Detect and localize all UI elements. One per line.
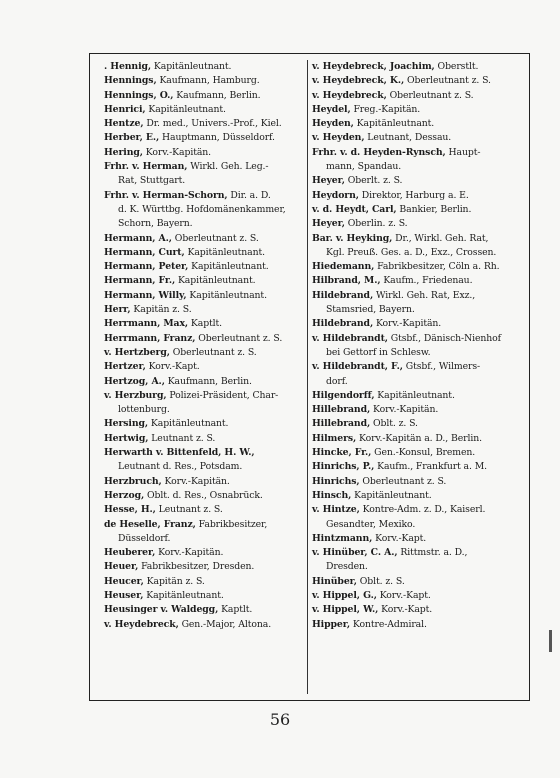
directory-entry bbox=[104, 274, 304, 288]
entry-detail: Gen.-Konsul, Bremen. bbox=[371, 447, 476, 459]
entry-name: Hinrichs, bbox=[312, 475, 360, 487]
entry-name: Hiedemann, bbox=[312, 261, 375, 273]
directory-entry bbox=[104, 560, 304, 574]
entry-name: Heucer, bbox=[104, 575, 144, 587]
entry-detail: Gtsbf., Dänisch-Nienhof bbox=[387, 332, 502, 344]
directory-entry bbox=[312, 603, 526, 617]
entry-name: v. Heydebreck, bbox=[312, 89, 387, 101]
entry-detail: Kapitänleutnant. bbox=[184, 246, 265, 258]
entry-name: Heyer, bbox=[312, 218, 345, 230]
directory-entry bbox=[312, 589, 526, 603]
entry-detail: bei Gettorf in Schlesw. bbox=[326, 346, 431, 358]
entry-detail: Oberstlt. bbox=[434, 61, 479, 72]
entry-detail: Kontre-Adm. z. D., Kaiserl. bbox=[359, 504, 486, 516]
entry-name: Hennings, O., bbox=[104, 89, 174, 101]
entry-name: Frhr. v. d. Heyden-Rynsch, bbox=[312, 146, 446, 158]
entry-name: Herzog, bbox=[104, 489, 145, 501]
entry-detail: Oberleutnant z. S. bbox=[171, 232, 259, 244]
directory-entry bbox=[104, 317, 304, 331]
entry-name: Herrmann, Max, bbox=[104, 318, 189, 330]
entry-name: Frhr. v. Herman-Schorn, bbox=[104, 189, 228, 201]
entry-name: Heuser, bbox=[104, 589, 144, 601]
directory-entry bbox=[312, 274, 526, 288]
entry-detail: Kapitän z. S. bbox=[143, 575, 205, 587]
directory-entry bbox=[104, 289, 304, 303]
entry-detail: Polizei-Präsident, Char- bbox=[166, 389, 279, 401]
entry-detail: Rat, Stuttgart. bbox=[118, 175, 186, 187]
entry-continuation bbox=[104, 217, 304, 231]
entry-name: Hertzog, A., bbox=[104, 375, 165, 387]
entry-detail: Kapitänleutnant. bbox=[351, 489, 432, 501]
entry-detail: Oberleutnant z. S. bbox=[359, 475, 447, 487]
directory-entry bbox=[312, 189, 526, 203]
entry-detail: Düsseldorf. bbox=[118, 532, 171, 544]
directory-entry bbox=[312, 103, 526, 117]
entry-continuation bbox=[312, 518, 526, 532]
entry-continuation bbox=[312, 560, 526, 574]
entry-name: Hertzer, bbox=[104, 361, 146, 373]
entry-detail: Gtsbf., Wilmers- bbox=[402, 361, 481, 373]
entry-name: v. Heydebreck, bbox=[104, 618, 179, 630]
entry-detail: Oberleutnant z. S. bbox=[404, 75, 491, 87]
directory-entry bbox=[312, 203, 526, 217]
entry-detail: Leutnant d. Res., Potsdam. bbox=[118, 461, 243, 473]
entry-continuation bbox=[104, 532, 304, 546]
entry-detail: Oberlt. z. S. bbox=[344, 175, 403, 187]
directory-entry bbox=[312, 174, 526, 188]
directory-entry bbox=[104, 546, 304, 560]
directory-entry bbox=[104, 432, 304, 446]
entry-detail: Kaufm., Frankfurt a. M. bbox=[374, 461, 487, 473]
entry-detail: Korv.-Kapitän a. D., Berlin. bbox=[356, 432, 482, 444]
entry-name: Heusinger v. Waldegg, bbox=[104, 604, 219, 616]
directory-entry bbox=[104, 503, 304, 517]
directory-entry bbox=[104, 89, 304, 103]
entry-detail: Kapitän z. S. bbox=[130, 304, 192, 316]
entry-name: Hermann, Willy, bbox=[104, 289, 187, 301]
directory-entry bbox=[104, 60, 304, 74]
directory-entry bbox=[312, 475, 526, 489]
entry-detail: Hauptmann, Düsseldorf. bbox=[159, 132, 275, 144]
entry-detail: Oberleutnant z. S. bbox=[195, 332, 283, 344]
directory-entry bbox=[104, 346, 304, 360]
entry-detail: Leutnant, Dessau. bbox=[364, 132, 452, 144]
directory-entry bbox=[312, 89, 526, 103]
entry-name: Hinrichs, P., bbox=[312, 461, 375, 473]
directory-entry bbox=[104, 74, 304, 88]
entry-name: Herber, E., bbox=[104, 132, 160, 144]
entry-detail: Bankier, Berlin. bbox=[396, 203, 472, 215]
directory-entry bbox=[104, 603, 304, 617]
entry-detail: d. K. Württbg. Hofdomänenkammer, bbox=[118, 203, 286, 215]
entry-name: Hilbrand, M., bbox=[312, 275, 381, 287]
entry-name: Heyden, bbox=[312, 118, 354, 130]
directory-entry bbox=[104, 389, 304, 403]
entry-detail: Kaufmann, Berlin. bbox=[164, 375, 252, 387]
entry-continuation bbox=[312, 160, 526, 174]
entry-name: Heyer, bbox=[312, 175, 345, 187]
entry-detail: Oberlin. z. S. bbox=[344, 218, 408, 230]
entry-continuation bbox=[104, 203, 304, 217]
directory-entry bbox=[104, 117, 304, 131]
directory-entry bbox=[312, 117, 526, 131]
entry-detail: Kapitänleutnant. bbox=[145, 103, 226, 115]
entry-name: Heuberer, bbox=[104, 547, 156, 559]
entry-continuation bbox=[312, 346, 526, 360]
directory-entry bbox=[312, 289, 526, 303]
entry-detail: Kaptlt. bbox=[218, 604, 253, 616]
entry-continuation bbox=[312, 375, 526, 389]
entry-name: Hermann, Fr., bbox=[104, 275, 176, 287]
directory-entry bbox=[104, 332, 304, 346]
entry-detail: Korv.-Kapt. bbox=[376, 589, 431, 601]
entry-detail: Kgl. Preuß. Ges. a. D., Exz., Crossen. bbox=[326, 246, 497, 258]
entry-name: Herr, bbox=[104, 304, 131, 316]
entry-name: v. Hippel, W., bbox=[312, 604, 379, 616]
directory-entry bbox=[312, 217, 526, 231]
entry-detail: Stamsried, Bayern. bbox=[326, 304, 415, 316]
directory-entry bbox=[104, 489, 304, 503]
directory-entry bbox=[104, 360, 304, 374]
entry-detail: Dresden. bbox=[326, 561, 368, 573]
entry-name: Frhr. v. Herman, bbox=[104, 161, 188, 173]
directory-entry bbox=[312, 460, 526, 474]
entry-detail: Gesandter, Mexiko. bbox=[326, 518, 416, 530]
entry-name: v. Hildebrandt, bbox=[312, 332, 388, 344]
entry-name: Hilgendorff, bbox=[312, 389, 375, 401]
entry-detail: Direktor, Harburg a. E. bbox=[358, 189, 469, 201]
column-divider bbox=[307, 60, 308, 694]
entry-name: v. Hintze, bbox=[312, 504, 360, 516]
directory-entry bbox=[312, 60, 526, 74]
directory-entry bbox=[104, 260, 304, 274]
entry-name: Herzbruch, bbox=[104, 475, 162, 487]
entry-detail: Freg.-Kapitän. bbox=[350, 103, 421, 115]
entry-detail: Korv.-Kapitän. bbox=[142, 146, 212, 158]
entry-name: Hillebrand, bbox=[312, 418, 371, 430]
entry-detail: Fabrikbesitzer, bbox=[195, 518, 268, 530]
entry-detail: Kapitänleutnant. bbox=[148, 418, 229, 430]
directory-entry bbox=[312, 146, 526, 160]
left-column bbox=[104, 60, 304, 632]
page-frame bbox=[89, 53, 530, 701]
entry-detail: Kaufmann, Berlin. bbox=[173, 89, 261, 101]
directory-entry bbox=[104, 446, 304, 460]
entry-name: v. Hinüber, C. A., bbox=[312, 547, 398, 559]
entry-detail: Oblt. z. S. bbox=[356, 575, 405, 587]
entry-detail: Dir. a. D. bbox=[227, 189, 271, 201]
entry-detail: Kaufmann, Hamburg. bbox=[156, 75, 260, 87]
directory-entry bbox=[312, 432, 526, 446]
directory-entry bbox=[312, 260, 526, 274]
entry-detail: Schorn, Bayern. bbox=[118, 218, 193, 230]
entry-detail: Oberleutnant z. S. bbox=[386, 89, 474, 101]
directory-entry bbox=[312, 403, 526, 417]
directory-entry bbox=[312, 332, 526, 346]
entry-name: Bar. v. Heyking, bbox=[312, 232, 393, 244]
entry-name: Hertwig, bbox=[104, 432, 149, 444]
directory-entry bbox=[312, 317, 526, 331]
entry-detail: Kapitänleutnant. bbox=[175, 275, 256, 287]
entry-detail: Korv.-Kapt. bbox=[145, 361, 200, 373]
entry-continuation bbox=[104, 174, 304, 188]
directory-entry bbox=[104, 246, 304, 260]
entry-name: de Heselle, Franz, bbox=[104, 518, 196, 530]
directory-entry bbox=[104, 146, 304, 160]
entry-name: Hincke, Fr., bbox=[312, 447, 372, 459]
directory-entry bbox=[104, 575, 304, 589]
entry-detail: Kapitänleutnant. bbox=[374, 389, 455, 401]
directory-entry bbox=[312, 503, 526, 517]
entry-detail: Oberleutnant z. S. bbox=[169, 346, 257, 358]
entry-name: v. Hertzberg, bbox=[104, 346, 170, 358]
directory-entry bbox=[104, 589, 304, 603]
entry-detail: Fabrikbesitzer, Dresden. bbox=[138, 561, 255, 573]
directory-entry bbox=[104, 232, 304, 246]
entry-detail: Kaufm., Friedenau. bbox=[380, 275, 473, 287]
entry-detail: Kaptlt. bbox=[188, 318, 223, 330]
directory-entry bbox=[104, 417, 304, 431]
entry-name: Hennings, bbox=[104, 75, 157, 87]
entry-detail: Leutnant z. S. bbox=[148, 432, 216, 444]
entry-detail: Korv.-Kapitän. bbox=[370, 404, 439, 416]
entry-name: v. d. Heydt, Carl, bbox=[312, 203, 397, 215]
page-number: 56 bbox=[269, 710, 291, 729]
entry-detail: Kapitänleutnant. bbox=[186, 289, 267, 301]
entry-name: Hermann, A., bbox=[104, 232, 172, 244]
entry-detail: mann, Spandau. bbox=[326, 161, 402, 173]
directory-entry bbox=[312, 575, 526, 589]
entry-name: Hersing, bbox=[104, 418, 149, 430]
entry-name: Hinüber, bbox=[312, 575, 357, 587]
entry-detail: Kapitänleutnant. bbox=[188, 261, 269, 273]
directory-entry bbox=[312, 546, 526, 560]
entry-name: Heydel, bbox=[312, 103, 351, 115]
entry-detail: Kontre-Admiral. bbox=[350, 618, 427, 630]
entry-name: Herwarth v. Bittenfeld, H. W., bbox=[104, 447, 255, 459]
entry-detail: Korv.-Kapitän. bbox=[161, 475, 230, 487]
entry-name: Henrici, bbox=[104, 103, 146, 115]
scan-edge-mark bbox=[549, 630, 552, 652]
entry-continuation bbox=[104, 460, 304, 474]
entry-name: v. Hildebrandt, F., bbox=[312, 361, 403, 373]
entry-name: v. Heydebreck, Joachim, bbox=[312, 61, 435, 72]
directory-entry bbox=[104, 131, 304, 145]
directory-entry bbox=[312, 618, 526, 632]
entry-detail: dorf. bbox=[326, 375, 348, 387]
entry-name: Hesse, H., bbox=[104, 504, 156, 516]
entry-name: v. Hippel, G., bbox=[312, 589, 377, 601]
entry-name: v. Heyden, bbox=[312, 132, 365, 144]
entry-name: Heydorn, bbox=[312, 189, 359, 201]
entry-name: Herrmann, Franz, bbox=[104, 332, 196, 344]
entry-name: Hildebrand, bbox=[312, 289, 374, 301]
directory-entry bbox=[312, 446, 526, 460]
directory-entry bbox=[312, 131, 526, 145]
entry-detail: Korv.-Kapitän. bbox=[155, 547, 224, 559]
entry-continuation bbox=[312, 303, 526, 317]
entry-detail: Fabrikbesitzer, Cöln a. Rh. bbox=[374, 261, 500, 273]
entry-name: Hillebrand, bbox=[312, 404, 371, 416]
entry-name: v. Herzburg, bbox=[104, 389, 167, 401]
entry-name: Hermann, Peter, bbox=[104, 261, 189, 273]
entry-name: Heuer, bbox=[104, 561, 139, 573]
entry-detail: Haupt- bbox=[445, 146, 481, 158]
entry-detail: Korv.-Kapitän. bbox=[373, 318, 442, 330]
entry-detail: Wirkl. Geh. Leg.- bbox=[187, 161, 269, 173]
entry-name: Hildebrand, bbox=[312, 318, 374, 330]
entry-detail: lottenburg. bbox=[118, 404, 170, 416]
entry-detail: Dr. med., Univers.-Prof., Kiel. bbox=[143, 118, 282, 130]
directory-entry bbox=[312, 74, 526, 88]
directory-entry bbox=[104, 103, 304, 117]
directory-entry bbox=[104, 475, 304, 489]
directory-entry bbox=[104, 518, 304, 532]
directory-entry bbox=[312, 389, 526, 403]
directory-entry bbox=[312, 360, 526, 374]
directory-entry bbox=[104, 189, 304, 203]
entry-name: Hintzmann, bbox=[312, 532, 373, 544]
entry-detail: Gen.-Major, Altona. bbox=[178, 618, 272, 630]
entry-detail: Oblt. z. S. bbox=[370, 418, 418, 430]
entry-name: Hering, bbox=[104, 146, 143, 158]
directory-entry bbox=[104, 375, 304, 389]
entry-name: Hipper, bbox=[312, 618, 350, 630]
entry-name: Hentze, bbox=[104, 118, 144, 130]
entry-name: Hilmers, bbox=[312, 432, 357, 444]
directory-entry bbox=[312, 232, 526, 246]
entry-detail: Korv.-Kapt. bbox=[378, 604, 433, 616]
directory-entry bbox=[312, 489, 526, 503]
entry-detail: Oblt. d. Res., Osnabrück. bbox=[144, 489, 263, 501]
entry-name: Hinsch, bbox=[312, 489, 352, 501]
entry-continuation bbox=[104, 403, 304, 417]
directory-entry bbox=[104, 618, 304, 632]
entry-name: v. Heydebreck, K., bbox=[312, 75, 405, 87]
entry-continuation bbox=[312, 246, 526, 260]
entry-detail: Kapitänleutnant. bbox=[353, 118, 435, 130]
entry-detail: Rittmstr. a. D., bbox=[397, 547, 468, 559]
entry-detail: Korv.-Kapt. bbox=[372, 532, 427, 544]
directory-entry bbox=[104, 303, 304, 317]
entry-name: Hermann, Curt, bbox=[104, 246, 185, 258]
entry-detail: Dr., Wirkl. Geh. Rat, bbox=[392, 232, 489, 244]
right-column bbox=[312, 60, 526, 632]
entry-name: . Hennig, bbox=[104, 61, 152, 72]
entry-detail: Wirkl. Geh. Rat, Exz., bbox=[373, 289, 476, 301]
entry-detail: Leutnant z. S. bbox=[155, 504, 223, 516]
directory-entry bbox=[312, 417, 526, 431]
entry-detail: Kapitänleutnant. bbox=[143, 589, 224, 601]
directory-entry bbox=[312, 532, 526, 546]
entry-detail: Kapitänleutnant. bbox=[151, 61, 232, 72]
directory-entry bbox=[104, 160, 304, 174]
